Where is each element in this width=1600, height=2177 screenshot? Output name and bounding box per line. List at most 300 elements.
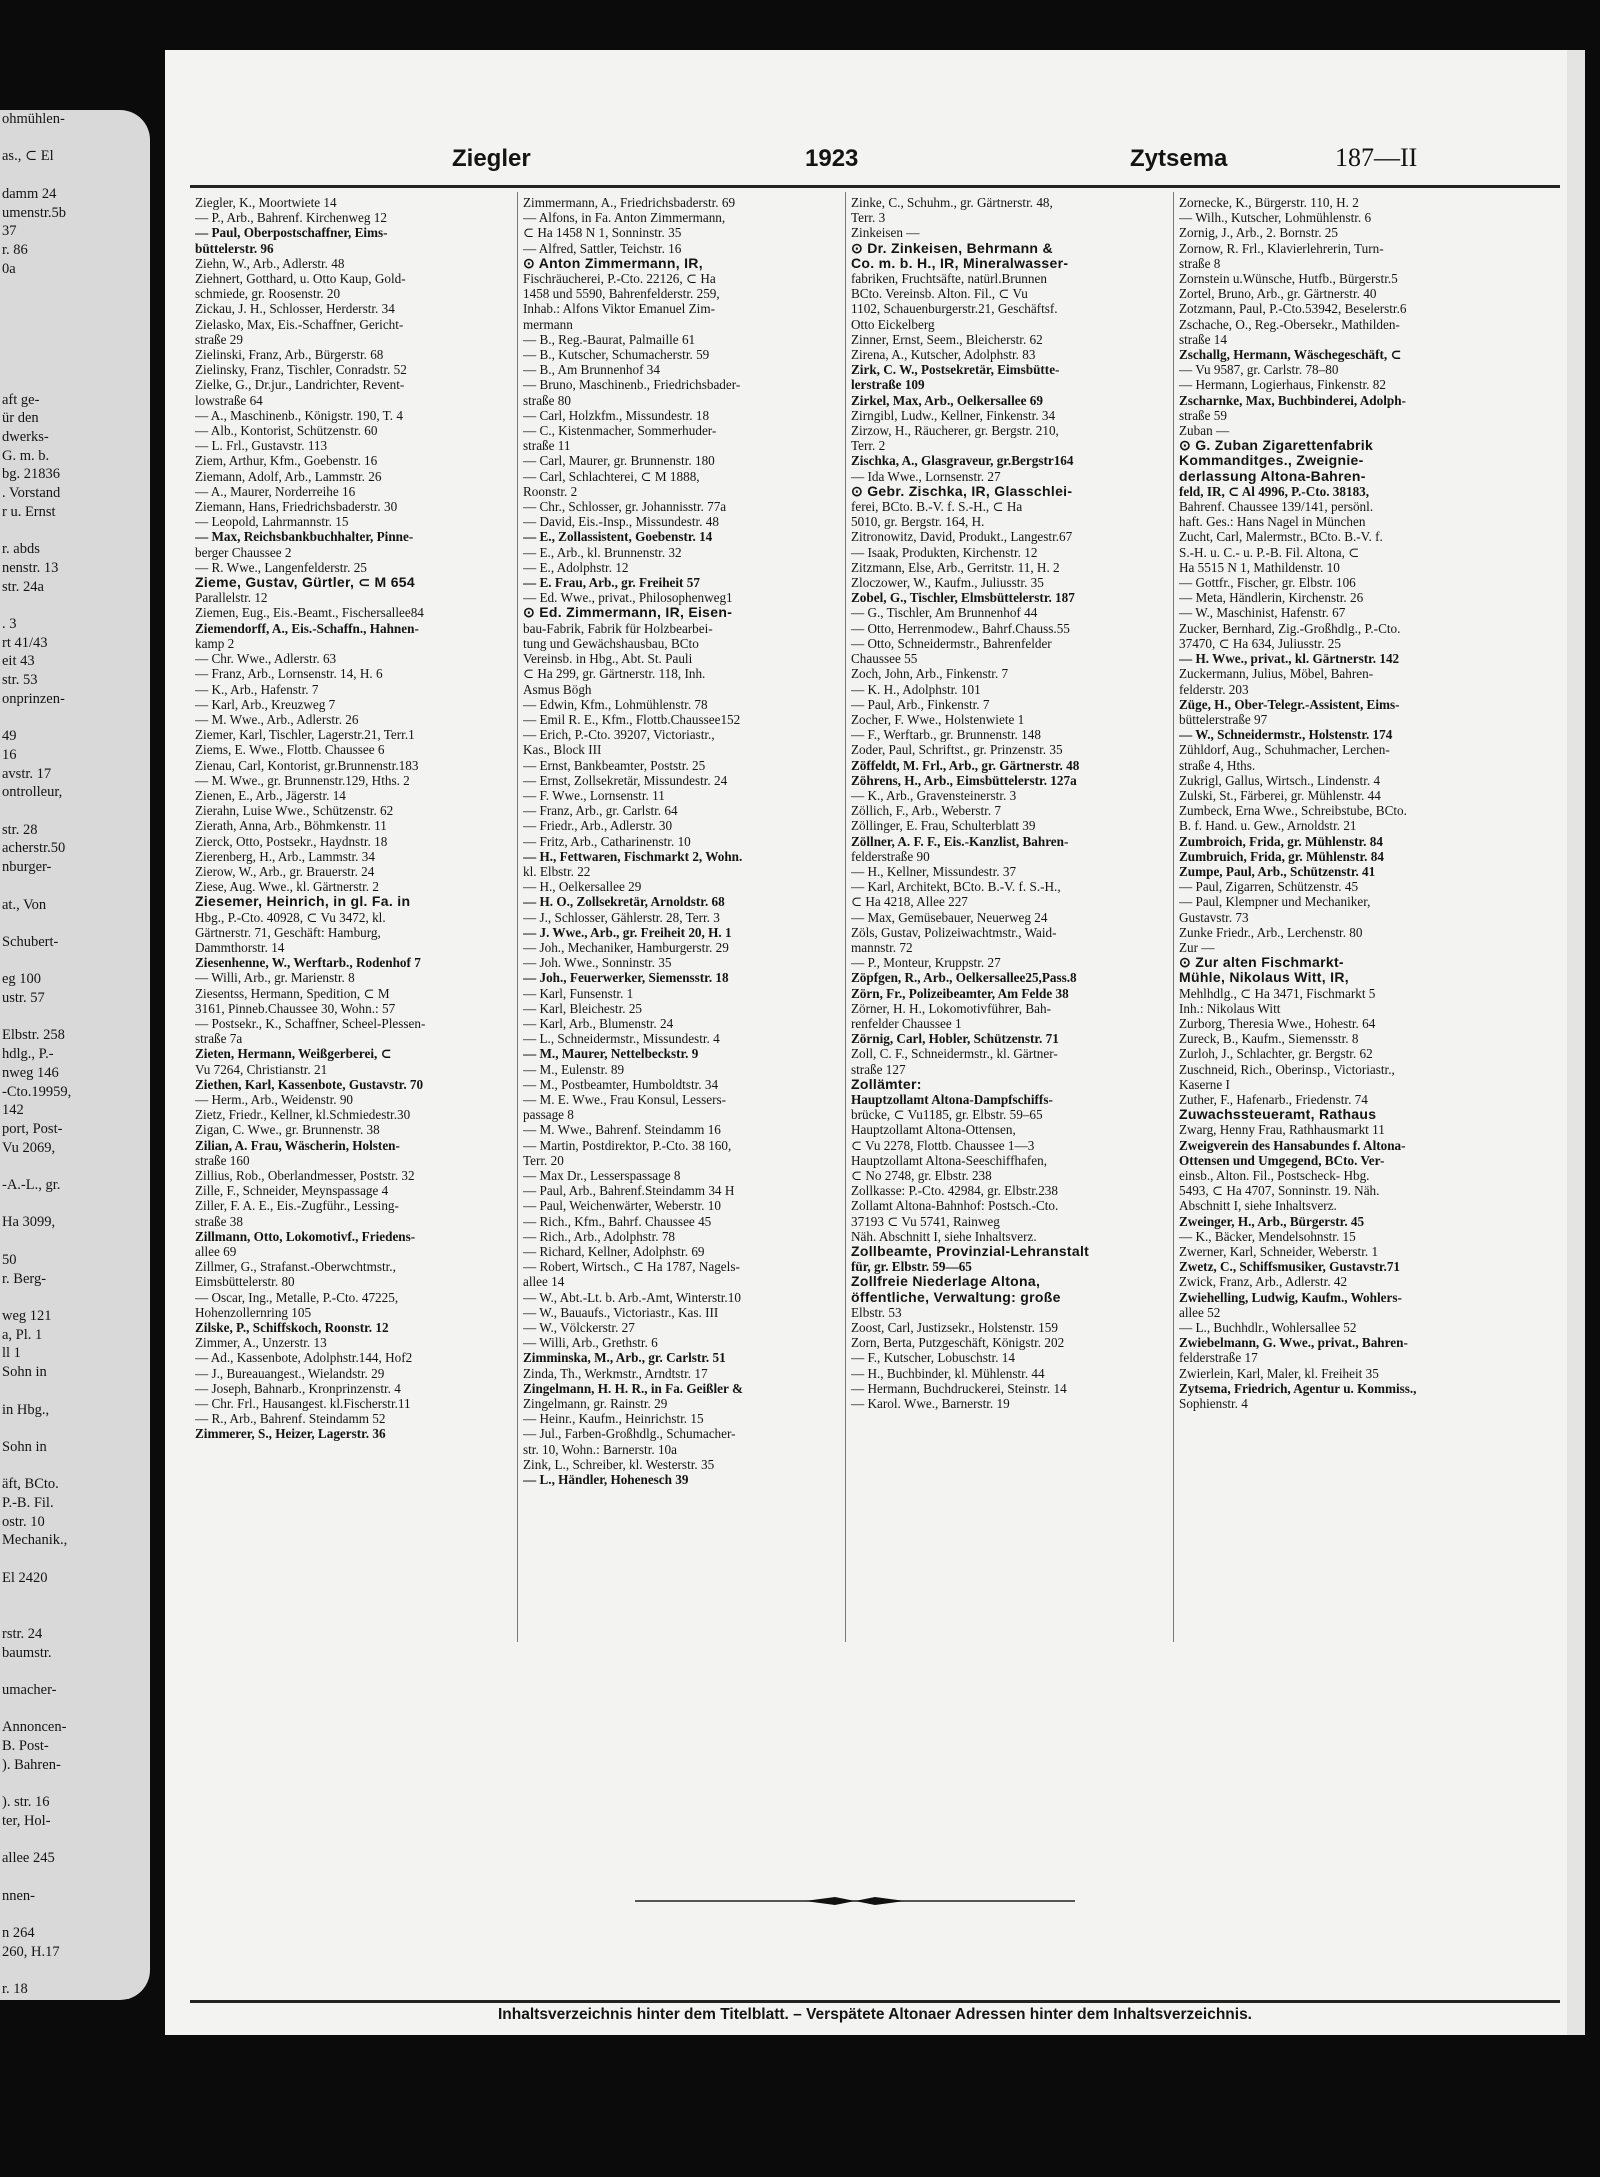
left-page-line: umenstr.5b: [2, 204, 67, 221]
column-4: [1179, 195, 1494, 1411]
directory-entry: für, gr. Elbstr. 59—65: [851, 1259, 972, 1275]
directory-entry: — M., Maurer, Nettelbeckstr. 9: [523, 1046, 699, 1062]
directory-entry: ⊙ Ed. Zimmermann, IR, Eisen-: [523, 605, 733, 621]
directory-entry: Elbstr. 53: [851, 1304, 902, 1320]
directory-entry: Zotzmann, Paul, P.-Cto.53942, Beselerstr.6: [1179, 301, 1407, 317]
column-divider: [1173, 192, 1174, 1642]
directory-entry: — Max, Gemüsebauer, Neuerweg 24: [851, 909, 1048, 925]
directory-entry: lerstraße 109: [851, 377, 925, 393]
footer-note: Inhaltsverzeichnis hinter dem Titelblatt. – Verspätete Altonaer Adressen hinter dem Inhaltsverzeichnis.: [498, 2006, 1252, 2023]
directory-entry: Zischka, A., Glasgraveur, gr.Bergstr164: [851, 453, 1074, 469]
left-page-line: [0, 353, 150, 372]
directory-entry: — Paul, Weichenwärter, Weberstr. 10: [523, 1198, 721, 1214]
left-page-line: [0, 1906, 150, 1925]
directory-entry: — Otto, Herrenmodew., Bahrf.Chauss.55: [851, 620, 1070, 636]
directory-entry: — H., Oelkersallee 29: [523, 879, 642, 895]
directory-entry: Zillmer, G., Strafanst.-Oberwchtmstr.,: [195, 1259, 396, 1275]
directory-entry: Zortel, Bruno, Arb., gr. Gärtnerstr. 40: [1179, 286, 1377, 302]
directory-entry: lowstraße 64: [195, 392, 263, 408]
directory-entry: Hauptzollamt Altona-Dampfschiffs-: [851, 1091, 1053, 1107]
directory-entry: öffentliche, Verwaltung: große: [851, 1289, 1061, 1305]
directory-entry: tung und Gewächshausbau, BCto: [523, 635, 699, 651]
directory-entry: allee 69: [195, 1244, 237, 1260]
directory-entry: Ziehn, W., Arb., Adlerstr. 48: [195, 255, 345, 271]
directory-entry: fabriken, Fruchtsäfte, natürl.Brunnen: [851, 271, 1047, 287]
directory-entry: — M. Wwe., Arb., Adlerstr. 26: [195, 711, 359, 727]
directory-entry: — Herm., Arb., Weidenstr. 90: [195, 1091, 354, 1107]
directory-entry: — Edwin, Kfm., Lohmühlenstr. 78: [523, 696, 708, 712]
left-page-line: Ha 3099,: [2, 1214, 56, 1231]
left-page-line: 260, H.17: [2, 1943, 60, 1960]
directory-entry: Zielinsky, Franz, Tischler, Conradstr. 52: [195, 362, 407, 378]
directory-entry: Zumbroich, Frida, gr. Mühlenstr. 84: [1179, 833, 1383, 849]
left-page-line: [0, 1419, 150, 1438]
left-page-line: [0, 709, 150, 728]
directory-entry: Zielke, G., Dr.jur., Landrichter, Revent-: [195, 377, 405, 393]
directory-entry: Zieten, Hermann, Weißgerberei, ⊂: [195, 1046, 392, 1062]
left-page-line: ontrolleur,: [2, 784, 63, 801]
directory-entry: Zirena, A., Kutscher, Adolphstr. 83: [851, 347, 1036, 363]
directory-entry: derlassung Altona-Bahren-: [1179, 468, 1366, 484]
directory-entry: Zinner, Ernst, Seem., Bleicherstr. 62: [851, 331, 1043, 347]
left-page-line: eg 100: [2, 971, 42, 988]
directory-entry: schmiede, gr. Roosenstr. 20: [195, 286, 341, 302]
directory-entry: Zierath, Anna, Arb., Böhmkenstr. 11: [195, 818, 387, 834]
directory-entry: ⊂ Ha 299, gr. Gärtnerstr. 118, Inh.: [523, 666, 706, 682]
directory-entry: ⊙ Zur alten Fischmarkt-: [1179, 955, 1344, 971]
directory-entry: — Karl, Architekt, BCto. B.-V. f. S.-H.,: [851, 879, 1061, 895]
left-page-line: [0, 802, 150, 821]
left-page-line: [0, 914, 150, 933]
directory-entry: Hauptzollamt Altona-Ottensen,: [851, 1122, 1016, 1138]
directory-entry: — E., Arb., kl. Brunnenstr. 32: [523, 544, 682, 560]
directory-entry: Inhab.: Alfons Viktor Emanuel Zim-: [523, 301, 715, 317]
directory-entry: straße 4, Hths.: [1179, 757, 1256, 773]
directory-entry: — J., Bureauangest., Wielandstr. 29: [195, 1365, 385, 1381]
directory-entry: Zigan, C. Wwe., gr. Brunnenstr. 38: [195, 1122, 380, 1138]
directory-entry: — Ed. Wwe., privat., Philosophenweg1: [523, 590, 733, 606]
left-page-line: rt 41/43: [2, 634, 48, 651]
directory-entry: — K., Arb., Gravensteinerstr. 3: [851, 787, 1017, 803]
directory-entry: Zirzow, H., Räucherer, gr. Bergstr. 210,: [851, 423, 1059, 439]
directory-entry: felderstraße 90: [851, 848, 930, 864]
directory-entry: — M. Wwe., gr. Brunnenstr.129, Hths. 2: [195, 772, 410, 788]
directory-entry: Zollämter:: [851, 1076, 922, 1092]
directory-entry: — Carl, Maurer, gr. Brunnenstr. 180: [523, 453, 715, 469]
directory-entry: Zickau, J. H., Schlosser, Herderstr. 34: [195, 301, 395, 317]
directory-entry: Zscharnke, Max, Buchbinderei, Adolph-: [1179, 392, 1406, 408]
directory-entry: — Otto, Schneidermstr., Bahrenfelder: [851, 635, 1052, 651]
directory-entry: — H. Wwe., privat., kl. Gärtnerstr. 142: [1179, 651, 1400, 667]
left-page-line: dwerks-: [2, 428, 49, 445]
directory-entry: Ziesenhenne, W., Werftarb., Rodenhof 7: [195, 955, 421, 971]
left-page-line: Sohn in: [2, 1438, 47, 1455]
directory-entry: — Alfred, Sattler, Teichstr. 16: [523, 240, 682, 256]
column-2: [523, 195, 838, 1487]
header-rule: [190, 185, 1560, 188]
directory-entry: — F., Werftarb., gr. Brunnenstr. 148: [851, 727, 1041, 743]
directory-entry: Ziesemer, Heinrich, in gl. Fa. in: [195, 894, 411, 910]
left-page-line: bg. 21836: [2, 466, 60, 483]
directory-entry: Zucht, Carl, Malermstr., BCto. B.-V. f.: [1179, 529, 1383, 545]
left-page-line: nweg 146: [2, 1064, 59, 1081]
directory-entry: ⊂ Vu 2278, Flottb. Chaussee 1—3: [851, 1137, 1035, 1153]
directory-entry: Züge, H., Ober-Telegr.-Assistent, Eims-: [1179, 696, 1400, 712]
directory-entry: Zilian, A. Frau, Wäscherin, Holsten-: [195, 1137, 400, 1153]
directory-entry: — F., Kutscher, Lobuschstr. 14: [851, 1350, 1015, 1366]
directory-entry: Näh. Abschnitt I, siehe Inhaltsverz.: [851, 1228, 1037, 1244]
directory-entry: Kas., Block III: [523, 742, 602, 758]
left-page-line: [0, 129, 150, 148]
directory-entry: Zur —: [1179, 939, 1215, 955]
directory-entry: — W., Schneidermstr., Holstenstr. 174: [1179, 727, 1393, 743]
directory-entry: — P., Monteur, Kruppstr. 27: [851, 955, 1001, 971]
directory-entry: Zoch, John, Arb., Finkenstr. 7: [851, 666, 1009, 682]
left-page-line: Elbstr. 258: [2, 1027, 65, 1044]
directory-entry: Ziesentss, Hermann, Spedition, ⊂ M: [195, 985, 390, 1001]
left-page-line: Mechanik.,: [2, 1532, 68, 1549]
directory-entry: Zörner, H. H., Lokomotivführer, Bah-: [851, 1000, 1052, 1016]
directory-entry: Kommanditges., Zweignie-: [1179, 453, 1364, 469]
directory-entry: Zoll, C. F., Schneidermstr., kl. Gärtner-: [851, 1046, 1058, 1062]
directory-entry: Gustavstr. 73: [1179, 909, 1249, 925]
directory-entry: — Ad., Kassenbote, Adolphstr.144, Hof2: [195, 1350, 413, 1366]
directory-entry: Zollfreie Niederlage Altona,: [851, 1274, 1041, 1290]
directory-entry: Zweigverein des Hansabundes f. Altona-: [1179, 1137, 1406, 1153]
directory-entry: Zöffeldt, M. Frl., Arb., gr. Gärtnerstr. 48: [851, 757, 1080, 773]
directory-entry: Zoost, Carl, Justizsekr., Holstenstr. 159: [851, 1320, 1058, 1336]
directory-entry: Ziemann, Hans, Friedrichsbaderstr. 30: [195, 499, 398, 515]
directory-entry: — Vu 9587, gr. Carlstr. 78–80: [1179, 362, 1339, 378]
header-first-name: Ziegler: [452, 145, 531, 172]
left-page-line: [0, 166, 150, 185]
directory-entry: Zinkeisen —: [851, 225, 920, 241]
directory-entry: Zuwachssteueramt, Rathaus: [1179, 1107, 1377, 1123]
page-header: [165, 145, 1585, 185]
left-page-line: Annoncen-: [2, 1719, 67, 1736]
directory-entry: haft. Ges.: Hans Nagel in München: [1179, 514, 1366, 530]
left-page-line: [0, 1550, 150, 1569]
directory-entry: passage 8: [523, 1107, 574, 1123]
directory-entry: BCto. Vereinsb. Alton. Fil., ⊂ Vu: [851, 286, 1028, 302]
directory-entry: Terr. 2: [851, 438, 886, 454]
directory-entry: ⊙ Gebr. Zischka, IR, Glasschlei-: [851, 483, 1073, 499]
directory-entry: — Willi, Arb., gr. Marienstr. 8: [195, 970, 355, 986]
directory-entry: Zienen, E., Arb., Jägerstr. 14: [195, 787, 346, 803]
left-page-line: [0, 278, 150, 297]
directory-entry: — A., Maschinenb., Königstr. 190, T. 4: [195, 407, 403, 423]
left-page-line: umacher-: [2, 1682, 57, 1699]
directory-entry: — Wilh., Kutscher, Lohmühlenstr. 6: [1179, 210, 1372, 226]
left-page-line: ). str. 16: [2, 1794, 50, 1811]
page-number: 187—II: [1335, 143, 1418, 172]
directory-entry: Zobel, G., Tischler, Elmsbüttelerstr. 187: [851, 590, 1075, 606]
directory-entry: 1458 und 5590, Bahrenfelderstr. 259,: [523, 286, 720, 302]
directory-entry: Terr. 3: [851, 210, 886, 226]
directory-entry: Ziemendorff, A., Eis.-Schaffn., Hahnen-: [195, 620, 419, 636]
directory-entry: Ziems, E. Wwe., Flottb. Chaussee 6: [195, 742, 385, 758]
left-page-line: [0, 1157, 150, 1176]
directory-entry: Hbg., P.-Cto. 40928, ⊂ Vu 3472, kl.: [195, 909, 386, 925]
directory-entry: straße 29: [195, 331, 243, 347]
directory-entry: — E. Frau, Arb., gr. Freiheit 57: [523, 575, 700, 591]
directory-entry: — Karl, Bleichestr. 25: [523, 1000, 643, 1016]
header-year: 1923: [805, 145, 859, 172]
directory-entry: Ziese, Aug. Wwe., kl. Gärtnerstr. 2: [195, 879, 379, 895]
directory-entry: — M. E. Wwe., Frau Konsul, Lessers-: [523, 1091, 727, 1107]
left-page-line: [0, 1232, 150, 1251]
directory-entry: renfelder Chaussee 1: [851, 1015, 962, 1031]
directory-entry: str. 10, Wohn.: Barnerstr. 10a: [523, 1441, 677, 1457]
left-page-line: str. 53: [2, 672, 38, 689]
directory-entry: Vu 7264, Christianstr. 21: [195, 1061, 328, 1077]
directory-entry: — Rich., Kfm., Bahrf. Chaussee 45: [523, 1213, 712, 1229]
directory-entry: Ziemer, Karl, Tischler, Lagerstr.21, Terr.1: [195, 727, 415, 743]
directory-entry: Zollbeamte, Provinzial-Lehranstalt: [851, 1244, 1090, 1260]
directory-entry: — H. O., Zollsekretär, Arnoldstr. 68: [523, 894, 725, 910]
left-page-line: [0, 1457, 150, 1476]
left-page-line: nnen-: [2, 1887, 36, 1904]
directory-entry: Zimmer, A., Unzerstr. 13: [195, 1335, 327, 1351]
directory-entry: Zieme, Gustav, Gürtler, ⊂ M 654: [195, 575, 415, 591]
directory-entry: Zitronowitz, David, Produkt., Langestr.67: [851, 529, 1073, 545]
left-page-line: ür den: [2, 410, 39, 427]
directory-entry: — M. Wwe., Bahrenf. Steindamm 16: [523, 1122, 721, 1138]
left-page-line: weg 121: [2, 1308, 52, 1324]
left-page-line: P.-B. Fil.: [2, 1495, 54, 1512]
left-page-line: [0, 297, 150, 316]
directory-entry: Zierahn, Luise Wwe., Schützenstr. 62: [195, 803, 394, 819]
directory-entry: Zureck, B., Kaufm., Siemensstr. 8: [1179, 1031, 1359, 1047]
page-edge: [1567, 50, 1585, 2035]
directory-entry: — H., Fettwaren, Fischmarkt 2, Wohn.: [523, 848, 743, 864]
directory-entry: ⊙ Anton Zimmermann, IR,: [523, 255, 703, 271]
left-page-line: ter, Hol-: [2, 1812, 51, 1829]
directory-entry: — Max, Reichsbankbuchhalter, Pinne-: [195, 529, 414, 545]
directory-entry: Ziehnert, Gotthard, u. Otto Kaup, Gold-: [195, 271, 406, 287]
directory-entry: — J. Wwe., Arb., gr. Freiheit 20, H. 1: [523, 924, 732, 940]
directory-entry: Zilske, P., Schiffskoch, Roonstr. 12: [195, 1320, 389, 1336]
left-page-line: onprinzen-: [2, 690, 65, 707]
left-page-line: in Hbg.,: [2, 1401, 50, 1418]
directory-entry: — L., Buchhdlr., Wohlersallee 52: [1179, 1320, 1357, 1336]
left-page-line: avstr. 17: [2, 765, 52, 782]
left-page-line: El 2420: [2, 1569, 48, 1586]
directory-entry: büttelerstraße 97: [1179, 711, 1268, 727]
left-page-line: [0, 1775, 150, 1794]
directory-entry: Zierenberg, H., Arb., Lammstr. 34: [195, 848, 375, 864]
directory-entry: S.-H. u. C.- u. P.-B. Fil. Altona, ⊂: [1179, 544, 1360, 560]
directory-entry: — A., Maurer, Norderreihe 16: [195, 483, 356, 499]
directory-entry: 3161, Pinneb.Chaussee 30, Wohn.: 57: [195, 1000, 396, 1016]
directory-entry: — Rich., Arb., Adolphstr. 78: [523, 1228, 676, 1244]
directory-entry: — L., Händler, Hohenesch 39: [523, 1472, 689, 1488]
directory-entry: Zöllinger, E. Frau, Schulterblatt 39: [851, 818, 1036, 834]
directory-entry: Ottensen und Umgegend, BCto. Ver-: [1179, 1152, 1385, 1168]
left-page-line: 37: [2, 223, 17, 240]
directory-entry: — Postsekr., K., Schaffner, Scheel-Plessen-: [195, 1015, 426, 1031]
directory-entry: einsb., Alton. Fil., Postscheck- Hbg.: [1179, 1168, 1370, 1183]
left-page-line: [0, 1662, 150, 1681]
directory-entry: — W., Abt.-Lt. b. Arb.-Amt, Winterstr.10: [523, 1289, 741, 1305]
left-page-line: r. Berg-: [2, 1270, 47, 1287]
left-page-line: [0, 1831, 150, 1850]
left-page-line: [0, 952, 150, 971]
left-page-line: . 3: [2, 615, 17, 632]
directory-entry: straße 127: [851, 1061, 906, 1077]
directory-entry: — Robert, Wirtsch., ⊂ Ha 1787, Nagels-: [523, 1259, 740, 1275]
directory-entry: Zocher, F. Wwe., Holstenwiete 1: [851, 711, 1025, 727]
left-page-line: nenstr. 13: [2, 559, 59, 576]
directory-entry: Abschnitt I, siehe Inhaltsverz.: [1179, 1198, 1337, 1214]
directory-entry: ⊂ Ha 4218, Allee 227: [851, 894, 968, 910]
directory-entry: ferei, BCto. B.-V. f. S.-H., ⊂ Ha: [851, 499, 1023, 515]
left-page-line: n 264: [2, 1925, 35, 1942]
directory-entry: — L., Schneidermstr., Missundestr. 4: [523, 1031, 720, 1047]
directory-entry: Zunke Friedr., Arb., Lerchenstr. 80: [1179, 924, 1363, 940]
directory-entry: Zöllner, A. F. F., Eis.-Kanzlist, Bahren-: [851, 833, 1069, 849]
directory-entry: ⊙ Dr. Zinkeisen, Behrmann &: [851, 240, 1053, 256]
left-page-line: ). Bahren-: [2, 1756, 61, 1773]
left-page-line: allee 245: [2, 1850, 55, 1867]
directory-entry: Zingelmann, gr. Rainstr. 29: [523, 1396, 668, 1412]
left-page-line: G. m. b.: [2, 447, 50, 464]
directory-entry: Kaserne I: [1179, 1076, 1230, 1092]
directory-entry: ⊙ G. Zuban Zigarettenfabrik: [1179, 438, 1374, 454]
left-page-line: Schubert-: [2, 933, 59, 950]
directory-entry: — Ernst, Zollsekretär, Missundestr. 24: [523, 772, 728, 788]
directory-entry: — Hermann, Buchdruckerei, Steinstr. 14: [851, 1380, 1067, 1396]
left-page-line: äft, BCto.: [2, 1476, 59, 1493]
left-page-line: 142: [2, 1102, 24, 1119]
directory-entry: Zurborg, Theresia Wwe., Hohestr. 64: [1179, 1015, 1376, 1031]
directory-entry: ⊂ No 2748, gr. Elbstr. 238: [851, 1168, 992, 1183]
directory-entry: 37470, ⊂ Ha 634, Juliusstr. 25: [1179, 635, 1341, 651]
column-3: [851, 195, 1166, 1411]
directory-entry: Zwick, Franz, Arb., Adlerstr. 42: [1179, 1274, 1348, 1290]
left-page-line: ll 1: [2, 1345, 21, 1362]
directory-entry: Roonstr. 2: [523, 483, 578, 499]
directory-entry: kamp 2: [195, 635, 235, 651]
left-page-line: [0, 1700, 150, 1719]
directory-entry: Zietz, Friedr., Kellner, kl.Schmiedestr.30: [195, 1107, 411, 1123]
directory-entry: Zuban —: [1179, 423, 1230, 439]
directory-entry: — K., Arb., Hafenstr. 7: [195, 681, 319, 697]
directory-entry: — Carl, Holzkfm., Missundestr. 18: [523, 407, 710, 423]
directory-entry: Otto Eickelberg: [851, 316, 935, 332]
directory-entry: — B., Kutscher, Schumacherstr. 59: [523, 347, 710, 363]
directory-entry: Zörnig, Carl, Hobler, Schützenstr. 71: [851, 1031, 1059, 1047]
directory-entry: feld, IR, ⊂ Al 4996, P.-Cto. 38183,: [1179, 483, 1370, 499]
directory-entry: 5493, ⊂ Ha 4707, Sonninstr. 19. Näh.: [1179, 1183, 1380, 1199]
directory-entry: — Richard, Kellner, Adolphstr. 69: [523, 1244, 705, 1260]
left-page-line: [0, 334, 150, 353]
directory-entry: — Friedr., Arb., Adlerstr. 30: [523, 818, 673, 834]
directory-entry: Eimsbüttelerstr. 80: [195, 1274, 295, 1290]
directory-entry: Zumbruich, Frida, gr. Mühlenstr. 84: [1179, 848, 1384, 864]
directory-entry: ⊂ Ha 1458 N 1, Sonninstr. 35: [523, 225, 682, 241]
directory-entry: B. f. Hand. u. Gew., Arnoldstr. 21: [1179, 818, 1357, 834]
directory-entry: Zink, L., Schreiber, kl. Westerstr. 35: [523, 1456, 715, 1472]
directory-entry: — Joh., Mechaniker, Hamburgerstr. 29: [523, 939, 729, 955]
directory-entry: Zumbeck, Erna Wwe., Schreibstube, BCto.: [1179, 803, 1407, 819]
left-page-line: ohmühlen-: [2, 111, 65, 127]
left-page-line: Sohn in: [2, 1364, 47, 1381]
directory-entry: — B., Reg.-Baurat, Palmaille 61: [523, 331, 696, 347]
directory-entry: Zühldorf, Aug., Schuhmacher, Lerchen-: [1179, 742, 1390, 758]
directory-entry: felderstr. 203: [1179, 681, 1249, 697]
directory-entry: Mehlhdlg., ⊂ Ha 3471, Fischmarkt 5: [1179, 985, 1376, 1001]
directory-entry: — W., Völckerstr. 27: [523, 1320, 635, 1336]
directory-entry: Zulski, St., Färberei, gr. Mühlenstr. 44: [1179, 787, 1381, 803]
directory-entry: Zienau, Carl, Kontorist, gr.Brunnenstr.183: [195, 757, 419, 773]
directory-entry: Zornecke, K., Bürgerstr. 110, H. 2: [1179, 195, 1359, 210]
directory-entry: allee 14: [523, 1274, 565, 1290]
directory-entry: — Ernst, Bankbeamter, Poststr. 25: [523, 757, 706, 773]
directory-entry: Zimmerer, S., Heizer, Lagerstr. 36: [195, 1426, 386, 1442]
directory-entry: — W., Maschinist, Hafenstr. 67: [1179, 605, 1346, 621]
directory-entry: Zollkasse: P.-Cto. 42984, gr. Elbstr.238: [851, 1183, 1058, 1199]
left-page-line: r. 86: [2, 241, 28, 258]
directory-entry: — E., Adolphstr. 12: [523, 559, 629, 575]
directory-entry: Zöpfgen, R., Arb., Oelkersallee25,Pass.8: [851, 970, 1077, 986]
directory-entry: Ziller, F. A. E., Eis.-Zugführ., Lessing-: [195, 1198, 399, 1214]
directory-entry: Zimmermann, A., Friedrichsbaderstr. 69: [523, 195, 736, 210]
directory-entry: — K., Bäcker, Mendelsohnstr. 15: [1179, 1228, 1356, 1244]
directory-entry: Parallelstr. 12: [195, 590, 268, 606]
directory-entry: — F. Wwe., Lornsenstr. 11: [523, 787, 665, 803]
directory-entry: — E., Zollassistent, Goebenstr. 14: [523, 529, 713, 545]
directory-entry: mannstr. 72: [851, 939, 913, 955]
directory-entry: — Paul, Zigarren, Schützenstr. 45: [1179, 879, 1359, 895]
directory-entry: — Gottfr., Fischer, gr. Elbstr. 106: [1179, 575, 1356, 591]
directory-entry: Zollamt Altona-Bahnhof: Postsch.-Cto.: [851, 1198, 1059, 1214]
footer-rule: [190, 2000, 1560, 2003]
directory-entry: — Leopold, Lahrmannstr. 15: [195, 514, 349, 530]
directory-entry: Zuther, F., Hafenarb., Friedenstr. 74: [1179, 1091, 1368, 1107]
left-page-line: at., Von: [2, 896, 47, 913]
directory-entry: Dammthorstr. 14: [195, 939, 285, 955]
directory-entry: straße 59: [1179, 407, 1227, 423]
directory-entry: Co. m. b. H., IR, Mineralwasser-: [851, 255, 1069, 271]
directory-entry: Zucker, Bernhard, Zig.-Großhdlg., P.-Cto.: [1179, 620, 1401, 636]
directory-entry: Zingelmann, H. H. R., in Fa. Geißler &: [523, 1380, 743, 1396]
directory-entry: — H., Kellner, Missundestr. 37: [851, 863, 1017, 879]
left-page-line: [0, 1606, 150, 1625]
directory-entry: 5010, gr. Bergstr. 164, H.: [851, 514, 985, 530]
directory-entry: kl. Elbstr. 22: [523, 863, 591, 879]
left-page-line: [0, 877, 150, 896]
directory-entry: Zielasko, Max, Eis.-Schaffner, Gericht-: [195, 316, 404, 332]
directory-entry: Fischräucherei, P.-Cto. 22126, ⊂ Ha: [523, 271, 716, 287]
directory-entry: — K. H., Adolphstr. 101: [851, 681, 981, 697]
directory-page: [165, 50, 1585, 2035]
directory-entry: — Erich, P.-Cto. 39207, Victoriastr.,: [523, 727, 715, 743]
column-divider: [517, 192, 518, 1642]
directory-entry: Inh.: Nikolaus Witt: [1179, 1000, 1281, 1016]
directory-entry: Zwierlein, Karl, Maler, kl. Freiheit 35: [1179, 1365, 1379, 1381]
left-page-line: [0, 1008, 150, 1027]
directory-entry: Zitzmann, Else, Arb., Gerritstr. 11, H. 2: [851, 559, 1060, 575]
directory-entry: Terr. 20: [523, 1152, 564, 1168]
directory-entry: — G., Tischler, Am Brunnenhof 44: [851, 605, 1038, 621]
left-page-line: r u. Ernst: [2, 503, 56, 520]
directory-entry: — Max Dr., Lesserspassage 8: [523, 1168, 681, 1183]
directory-entry: — J., Schlosser, Gählerstr. 28, Terr. 3: [523, 909, 720, 925]
left-page-line: -A.-L., gr.: [2, 1177, 61, 1194]
directory-entry: Zwiebelmann, G. Wwe., privat., Bahren-: [1179, 1335, 1408, 1351]
directory-entry: — Oscar, Ing., Metalle, P.-Cto. 47225,: [195, 1289, 399, 1305]
